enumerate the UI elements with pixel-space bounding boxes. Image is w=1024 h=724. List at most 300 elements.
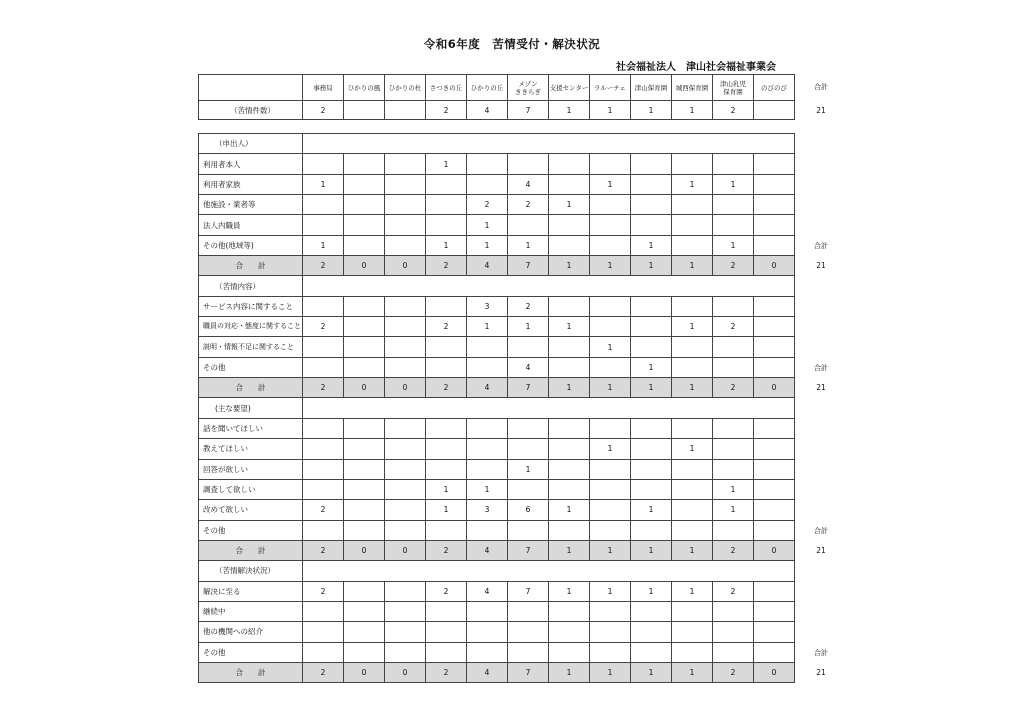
total-cell: 1 bbox=[672, 540, 713, 560]
table-cell bbox=[713, 418, 754, 438]
section-heading-span bbox=[303, 398, 795, 418]
table-cell bbox=[385, 215, 426, 235]
table-cell: 2 bbox=[303, 500, 344, 520]
column-header-text: のびのび bbox=[761, 83, 787, 92]
total-cell: 0 bbox=[754, 662, 795, 682]
table-cell bbox=[549, 418, 590, 438]
table-cell bbox=[344, 622, 385, 642]
table-cell bbox=[426, 601, 467, 621]
table-cell: 1 bbox=[672, 581, 713, 601]
total-cell: 1 bbox=[549, 256, 590, 276]
column-header-text: 保育園 bbox=[723, 87, 743, 96]
table-cell bbox=[590, 418, 631, 438]
table-cell bbox=[590, 215, 631, 235]
total-row-label: 合 計 bbox=[199, 662, 303, 682]
table-cell bbox=[467, 439, 508, 459]
table-row bbox=[199, 520, 795, 540]
table-cell bbox=[303, 296, 344, 316]
table-cell bbox=[303, 459, 344, 479]
table-cell: 2 bbox=[426, 581, 467, 601]
column-header bbox=[467, 75, 508, 101]
column-header bbox=[631, 75, 672, 101]
table-cell: 1 bbox=[631, 357, 672, 377]
table-cell bbox=[549, 479, 590, 499]
total-cell: 1 bbox=[549, 662, 590, 682]
column-header bbox=[590, 75, 631, 101]
row-label: 職員の対応・態度に関すること bbox=[199, 317, 303, 337]
column-header-text: さつきの丘 bbox=[429, 83, 463, 92]
table-cell bbox=[672, 357, 713, 377]
page-title: 令和6年度 苦情受付・解決状況 bbox=[423, 37, 601, 51]
table-cell bbox=[754, 235, 795, 255]
table-cell bbox=[754, 622, 795, 642]
total-label: 合計 bbox=[814, 363, 828, 372]
row-label: 解決に至る bbox=[199, 581, 303, 601]
table-row bbox=[199, 337, 795, 357]
total-cell: 1 bbox=[631, 540, 672, 560]
column-header-text: ラルーチェ bbox=[593, 83, 627, 92]
table-cell bbox=[713, 215, 754, 235]
row-label: その他(地域等) bbox=[199, 235, 303, 255]
total-cell: 1 bbox=[672, 378, 713, 398]
table-cell bbox=[754, 581, 795, 601]
table-cell: 1 bbox=[426, 154, 467, 174]
table-cell bbox=[426, 418, 467, 438]
total-row bbox=[199, 256, 795, 276]
table-cell: 1 bbox=[713, 174, 754, 194]
table-row bbox=[199, 154, 795, 174]
table-cell: 2 bbox=[713, 101, 754, 120]
table-cell bbox=[303, 195, 344, 215]
table-cell: 1 bbox=[508, 317, 549, 337]
table-cell bbox=[344, 642, 385, 662]
table-cell bbox=[549, 622, 590, 642]
table-cell bbox=[754, 459, 795, 479]
table-cell bbox=[713, 337, 754, 357]
total-row bbox=[199, 540, 795, 560]
summary-table bbox=[198, 74, 795, 120]
table-cell bbox=[426, 459, 467, 479]
section-heading: （苦情解決状況） bbox=[199, 561, 303, 581]
table-cell bbox=[713, 459, 754, 479]
table-cell bbox=[631, 215, 672, 235]
total-cell: 0 bbox=[344, 256, 385, 276]
complaint-count-label: （苦情件数） bbox=[199, 101, 303, 120]
table-cell bbox=[754, 174, 795, 194]
column-header bbox=[426, 75, 467, 101]
table-cell: 4 bbox=[508, 174, 549, 194]
table-cell bbox=[631, 479, 672, 499]
table-cell bbox=[385, 459, 426, 479]
table-cell bbox=[344, 195, 385, 215]
total-cell: 7 bbox=[508, 378, 549, 398]
table-cell: 1 bbox=[590, 439, 631, 459]
total-cell: 2 bbox=[713, 256, 754, 276]
table-cell bbox=[754, 357, 795, 377]
table-cell bbox=[590, 642, 631, 662]
table-cell bbox=[467, 622, 508, 642]
table-cell: 1 bbox=[467, 479, 508, 499]
total-cell: 1 bbox=[631, 256, 672, 276]
table-cell bbox=[467, 418, 508, 438]
grand-total-value: 21 bbox=[816, 383, 826, 393]
section-heading: （苦情内容） bbox=[199, 276, 303, 296]
table-cell: 1 bbox=[713, 500, 754, 520]
table-cell bbox=[303, 154, 344, 174]
table-row bbox=[199, 296, 795, 316]
table-cell bbox=[631, 459, 672, 479]
table-cell bbox=[754, 215, 795, 235]
table-cell bbox=[344, 479, 385, 499]
column-header-text: ききらぎ bbox=[515, 87, 541, 96]
table-cell bbox=[303, 601, 344, 621]
row-label: 調査して欲しい bbox=[199, 479, 303, 499]
grand-total-value: 21 bbox=[816, 668, 826, 678]
table-row bbox=[199, 215, 795, 235]
table-row bbox=[199, 622, 795, 642]
table-cell: 4 bbox=[467, 101, 508, 120]
table-cell bbox=[467, 520, 508, 540]
total-cell: 7 bbox=[508, 662, 549, 682]
table-cell: 6 bbox=[508, 500, 549, 520]
row-label: 回答が欲しい bbox=[199, 459, 303, 479]
total-cell: 2 bbox=[303, 662, 344, 682]
table-cell: 3 bbox=[467, 296, 508, 316]
table-cell bbox=[385, 581, 426, 601]
total-label: 合計 bbox=[814, 83, 828, 91]
table-cell bbox=[631, 601, 672, 621]
total-cell: 2 bbox=[426, 378, 467, 398]
table-cell bbox=[754, 642, 795, 662]
row-label: 話を聞いてほしい bbox=[199, 418, 303, 438]
table-cell: 1 bbox=[713, 235, 754, 255]
column-header bbox=[549, 75, 590, 101]
table-cell bbox=[631, 418, 672, 438]
row-label: 他の機関への紹介 bbox=[199, 622, 303, 642]
table-cell: 1 bbox=[590, 174, 631, 194]
table-cell bbox=[590, 520, 631, 540]
table-cell bbox=[385, 337, 426, 357]
table-cell: 1 bbox=[426, 479, 467, 499]
column-header-text: ひかりの杜 bbox=[388, 83, 422, 92]
table-cell: 1 bbox=[549, 195, 590, 215]
table-cell: 7 bbox=[508, 101, 549, 120]
table-row bbox=[199, 418, 795, 438]
table-cell bbox=[344, 174, 385, 194]
table-cell bbox=[754, 296, 795, 316]
table-cell bbox=[426, 439, 467, 459]
table-cell bbox=[426, 296, 467, 316]
table-cell bbox=[631, 439, 672, 459]
column-header-text: ひかりの丘 bbox=[470, 83, 504, 92]
table-cell bbox=[385, 296, 426, 316]
column-header bbox=[508, 75, 549, 101]
table-cell bbox=[713, 642, 754, 662]
row-label: 利用者本人 bbox=[199, 154, 303, 174]
table-cell bbox=[713, 622, 754, 642]
table-cell bbox=[631, 642, 672, 662]
total-cell: 4 bbox=[467, 378, 508, 398]
total-row-label: 合 計 bbox=[199, 378, 303, 398]
table-row bbox=[199, 174, 795, 194]
table-cell bbox=[672, 337, 713, 357]
table-cell bbox=[508, 642, 549, 662]
table-cell bbox=[672, 215, 713, 235]
table-cell bbox=[590, 317, 631, 337]
table-cell: 1 bbox=[672, 317, 713, 337]
table-cell bbox=[549, 235, 590, 255]
table-cell bbox=[672, 601, 713, 621]
total-cell: 0 bbox=[754, 378, 795, 398]
table-cell bbox=[303, 479, 344, 499]
table-cell bbox=[631, 622, 672, 642]
table-cell bbox=[344, 357, 385, 377]
column-header bbox=[713, 75, 754, 101]
table-cell bbox=[467, 642, 508, 662]
table-cell: 2 bbox=[713, 581, 754, 601]
column-header-text: ひかりの風 bbox=[347, 83, 381, 92]
table-cell bbox=[303, 439, 344, 459]
table-cell bbox=[549, 357, 590, 377]
table-cell bbox=[508, 439, 549, 459]
total-cell: 2 bbox=[303, 378, 344, 398]
total-cell: 0 bbox=[385, 662, 426, 682]
table-cell: 1 bbox=[549, 317, 590, 337]
row-label: 改めて欲しい bbox=[199, 500, 303, 520]
table-cell bbox=[467, 357, 508, 377]
total-cell: 0 bbox=[344, 540, 385, 560]
table-cell bbox=[344, 317, 385, 337]
table-cell bbox=[467, 154, 508, 174]
table-cell bbox=[385, 520, 426, 540]
table-cell: 2 bbox=[426, 317, 467, 337]
table-cell bbox=[303, 357, 344, 377]
table-cell: 2 bbox=[508, 195, 549, 215]
table-cell bbox=[508, 479, 549, 499]
table-cell bbox=[344, 439, 385, 459]
table-cell bbox=[385, 500, 426, 520]
table-cell bbox=[426, 215, 467, 235]
table-cell bbox=[713, 154, 754, 174]
total-cell: 4 bbox=[467, 662, 508, 682]
total-label: 合計 bbox=[814, 648, 828, 657]
section-heading-row bbox=[199, 134, 795, 154]
section-heading-row bbox=[199, 276, 795, 296]
table-cell: 1 bbox=[426, 500, 467, 520]
table-row bbox=[199, 479, 795, 499]
column-header-text: 事務局 bbox=[313, 83, 333, 92]
table-cell bbox=[344, 581, 385, 601]
table-cell bbox=[549, 642, 590, 662]
row-label: 継続中 bbox=[199, 601, 303, 621]
table-cell bbox=[590, 296, 631, 316]
table-cell bbox=[590, 622, 631, 642]
table-cell: 1 bbox=[549, 500, 590, 520]
table-cell bbox=[631, 296, 672, 316]
row-label: その他 bbox=[199, 520, 303, 540]
table-cell: 1 bbox=[426, 235, 467, 255]
table-cell: 1 bbox=[672, 174, 713, 194]
table-cell bbox=[385, 174, 426, 194]
total-cell: 0 bbox=[754, 256, 795, 276]
total-cell: 1 bbox=[549, 540, 590, 560]
table-cell bbox=[426, 642, 467, 662]
table-cell: 1 bbox=[672, 101, 713, 120]
table-cell bbox=[754, 154, 795, 174]
table-cell bbox=[672, 195, 713, 215]
table-cell: 1 bbox=[631, 581, 672, 601]
table-cell bbox=[508, 418, 549, 438]
table-cell: 3 bbox=[467, 500, 508, 520]
table-cell bbox=[549, 154, 590, 174]
section-heading: （申出人） bbox=[199, 134, 303, 154]
total-cell: 2 bbox=[426, 662, 467, 682]
table-cell bbox=[303, 337, 344, 357]
table-cell bbox=[672, 296, 713, 316]
table-cell bbox=[426, 520, 467, 540]
table-cell: 1 bbox=[549, 101, 590, 120]
table-cell: 1 bbox=[303, 174, 344, 194]
row-label: 説明・情報不足に関すること bbox=[199, 337, 303, 357]
total-cell: 7 bbox=[508, 256, 549, 276]
table-cell bbox=[467, 174, 508, 194]
table-cell bbox=[508, 154, 549, 174]
table-cell bbox=[672, 235, 713, 255]
total-row bbox=[199, 662, 795, 682]
table-cell bbox=[508, 215, 549, 235]
table-row bbox=[199, 581, 795, 601]
table-row bbox=[199, 357, 795, 377]
column-header bbox=[344, 75, 385, 101]
table-cell bbox=[303, 520, 344, 540]
table-cell bbox=[385, 601, 426, 621]
table-cell bbox=[303, 642, 344, 662]
table-cell bbox=[590, 357, 631, 377]
table-cell: 1 bbox=[631, 500, 672, 520]
table-cell bbox=[672, 622, 713, 642]
table-cell bbox=[754, 500, 795, 520]
table-cell bbox=[426, 337, 467, 357]
table-cell: 2 bbox=[713, 317, 754, 337]
table-cell bbox=[303, 215, 344, 235]
table-cell bbox=[426, 174, 467, 194]
total-cell: 2 bbox=[713, 378, 754, 398]
total-row bbox=[199, 378, 795, 398]
table-cell bbox=[590, 235, 631, 255]
column-header bbox=[754, 75, 795, 101]
section-heading-row bbox=[199, 398, 795, 418]
table-cell bbox=[426, 195, 467, 215]
total-cell: 1 bbox=[631, 378, 672, 398]
table-cell bbox=[672, 418, 713, 438]
table-cell bbox=[385, 195, 426, 215]
table-cell bbox=[344, 296, 385, 316]
table-cell bbox=[549, 337, 590, 357]
table-cell bbox=[672, 479, 713, 499]
table-cell: 1 bbox=[590, 101, 631, 120]
total-cell: 1 bbox=[672, 256, 713, 276]
table-cell bbox=[385, 154, 426, 174]
table-cell: 1 bbox=[631, 101, 672, 120]
table-cell bbox=[631, 195, 672, 215]
table-cell: 2 bbox=[303, 101, 344, 120]
table-cell bbox=[713, 357, 754, 377]
table-row bbox=[199, 500, 795, 520]
table-cell bbox=[344, 235, 385, 255]
table-cell bbox=[385, 642, 426, 662]
table-cell: 2 bbox=[303, 581, 344, 601]
table-cell bbox=[754, 195, 795, 215]
table-cell bbox=[672, 459, 713, 479]
total-cell: 2 bbox=[426, 540, 467, 560]
total-cell: 1 bbox=[590, 378, 631, 398]
table-cell bbox=[713, 296, 754, 316]
table-cell bbox=[754, 601, 795, 621]
grand-total-value: 21 bbox=[816, 546, 826, 555]
table-cell bbox=[672, 642, 713, 662]
total-cell: 0 bbox=[344, 662, 385, 682]
total-cell: 7 bbox=[508, 540, 549, 560]
table-cell bbox=[344, 215, 385, 235]
table-cell: 2 bbox=[508, 296, 549, 316]
table-cell: 2 bbox=[426, 101, 467, 120]
table-cell: 1 bbox=[467, 215, 508, 235]
table-cell bbox=[754, 337, 795, 357]
column-header bbox=[672, 75, 713, 101]
header-row bbox=[199, 75, 795, 101]
table-cell: 1 bbox=[713, 479, 754, 499]
table-cell bbox=[713, 520, 754, 540]
table-cell bbox=[754, 418, 795, 438]
row-label: 利用者家族 bbox=[199, 174, 303, 194]
table-cell bbox=[590, 154, 631, 174]
table-cell bbox=[508, 520, 549, 540]
table-cell bbox=[385, 357, 426, 377]
total-cell: 2 bbox=[303, 540, 344, 560]
table-cell: 4 bbox=[508, 357, 549, 377]
table-cell bbox=[549, 520, 590, 540]
table-row bbox=[199, 459, 795, 479]
grand-total-value: 21 bbox=[816, 106, 826, 115]
table-cell bbox=[549, 459, 590, 479]
complaint-count-row bbox=[199, 101, 795, 120]
header-blank bbox=[199, 75, 303, 101]
total-cell: 1 bbox=[590, 540, 631, 560]
table-cell bbox=[713, 439, 754, 459]
table-cell: 1 bbox=[303, 235, 344, 255]
table-cell bbox=[754, 520, 795, 540]
total-cell: 0 bbox=[385, 256, 426, 276]
table-cell bbox=[344, 337, 385, 357]
total-row-label: 合 計 bbox=[199, 540, 303, 560]
column-header-text: 津山乳児 bbox=[720, 79, 746, 88]
table-cell bbox=[590, 601, 631, 621]
table-cell bbox=[385, 235, 426, 255]
table-cell bbox=[631, 317, 672, 337]
total-cell: 2 bbox=[426, 256, 467, 276]
table-cell bbox=[385, 479, 426, 499]
column-header-text: 支援センター bbox=[549, 83, 589, 92]
table-cell bbox=[467, 337, 508, 357]
table-cell bbox=[672, 520, 713, 540]
details-table bbox=[198, 133, 795, 683]
total-cell: 2 bbox=[303, 256, 344, 276]
table-cell bbox=[508, 601, 549, 621]
table-cell bbox=[467, 459, 508, 479]
section-heading-span bbox=[303, 134, 795, 154]
table-cell bbox=[549, 439, 590, 459]
total-cell: 1 bbox=[672, 662, 713, 682]
